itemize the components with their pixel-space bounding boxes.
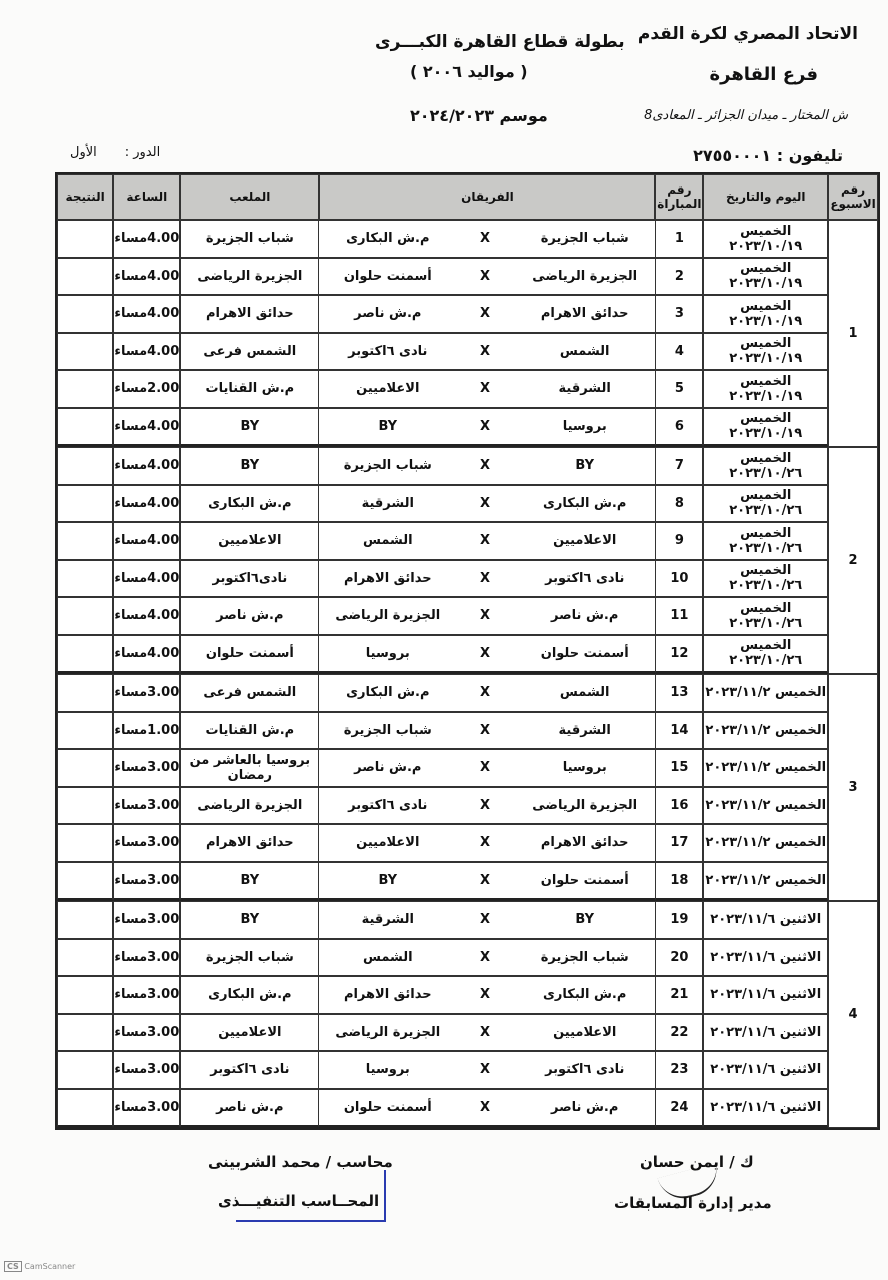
match-number: 22 bbox=[655, 1014, 703, 1052]
home-team: حدائق الاهرام bbox=[514, 824, 655, 862]
match-date: الخميس ٢٠٢٣/١٠/١٩ bbox=[703, 333, 828, 371]
away-team: بروسيا bbox=[319, 1051, 456, 1089]
versus-mark: X bbox=[456, 1051, 514, 1089]
table-row bbox=[57, 1089, 878, 1129]
home-team: الشرقية bbox=[514, 712, 655, 750]
table-row bbox=[57, 597, 878, 635]
venue: نادى٦اكتوبر bbox=[180, 560, 319, 598]
table-row bbox=[57, 1051, 878, 1089]
home-team: م.ش ناصر bbox=[514, 1089, 655, 1129]
venue: بروسيا بالعاشر من رمضان bbox=[180, 749, 319, 787]
fixtures-table bbox=[55, 172, 880, 1130]
round-info bbox=[70, 145, 160, 160]
result-cell bbox=[57, 635, 113, 675]
result-cell bbox=[57, 295, 113, 333]
kickoff-time: 3.00مساء bbox=[113, 824, 180, 862]
away-team: الشمس bbox=[319, 939, 456, 977]
match-date: الخميس ٢٠٢٣/١١/٢ bbox=[703, 674, 828, 712]
match-number: 11 bbox=[655, 597, 703, 635]
branch-name: فرع القاهرة bbox=[709, 64, 818, 85]
match-date: الاثنين ٢٠٢٣/١١/٦ bbox=[703, 976, 828, 1014]
home-team: م.ش ناصر bbox=[514, 597, 655, 635]
versus-mark: X bbox=[456, 522, 514, 560]
versus-mark: X bbox=[456, 333, 514, 371]
kickoff-time: 3.00مساء bbox=[113, 939, 180, 977]
col-week: رقم الاسبوع bbox=[828, 174, 878, 220]
versus-mark: X bbox=[456, 258, 514, 296]
away-team: أسمنت حلوان bbox=[319, 258, 456, 296]
match-number: 10 bbox=[655, 560, 703, 598]
venue: م.ش القنايات bbox=[180, 370, 319, 408]
versus-mark: X bbox=[456, 220, 514, 258]
result-cell bbox=[57, 749, 113, 787]
table-row bbox=[57, 939, 878, 977]
result-cell bbox=[57, 862, 113, 902]
kickoff-time: 4.00مساء bbox=[113, 258, 180, 296]
away-team: م.ش البكارى bbox=[319, 220, 456, 258]
table-row bbox=[57, 635, 878, 675]
round-label: الدور : bbox=[124, 145, 161, 160]
col-teams: الفريقان bbox=[319, 174, 655, 220]
match-number: 18 bbox=[655, 862, 703, 902]
kickoff-time: 4.00مساء bbox=[113, 295, 180, 333]
home-team: الاعلاميين bbox=[514, 522, 655, 560]
match-date: الخميس ٢٠٢٣/١١/٢ bbox=[703, 712, 828, 750]
match-number: 14 bbox=[655, 712, 703, 750]
signature-left-title: المحــاسب التنفيـــذى bbox=[218, 1192, 380, 1210]
match-number: 23 bbox=[655, 1051, 703, 1089]
versus-mark: X bbox=[456, 862, 514, 902]
versus-mark: X bbox=[456, 635, 514, 675]
home-team: الشمس bbox=[514, 674, 655, 712]
away-team: حدائق الاهرام bbox=[319, 560, 456, 598]
home-team: بروسيا bbox=[514, 749, 655, 787]
kickoff-time: 3.00مساء bbox=[113, 1089, 180, 1129]
table-row bbox=[57, 787, 878, 825]
col-result: النتيجة bbox=[57, 174, 113, 220]
round-value: الأول bbox=[70, 145, 97, 160]
match-date: الخميس ٢٠٢٣/١٠/٢٦ bbox=[703, 560, 828, 598]
venue: الشمس فرعى bbox=[180, 674, 319, 712]
versus-mark: X bbox=[456, 560, 514, 598]
venue: شباب الجزيرة bbox=[180, 220, 319, 258]
result-cell bbox=[57, 333, 113, 371]
table-row bbox=[57, 976, 878, 1014]
home-team: نادى ٦اكتوبر bbox=[514, 1051, 655, 1089]
away-team: BY bbox=[319, 862, 456, 902]
venue: أسمنت حلوان bbox=[180, 635, 319, 675]
match-number: 1 bbox=[655, 220, 703, 258]
table-row bbox=[57, 674, 878, 712]
versus-mark: X bbox=[456, 787, 514, 825]
versus-mark: X bbox=[456, 485, 514, 523]
week-number: 2 bbox=[828, 447, 878, 674]
match-date: الخميس ٢٠٢٣/١١/٢ bbox=[703, 749, 828, 787]
week-number: 3 bbox=[828, 674, 878, 901]
table-row bbox=[57, 1014, 878, 1052]
home-team: BY bbox=[514, 447, 655, 485]
kickoff-time: 4.00مساء bbox=[113, 560, 180, 598]
venue: BY bbox=[180, 408, 319, 448]
kickoff-time: 3.00مساء bbox=[113, 1014, 180, 1052]
away-team: شباب الجزيرة bbox=[319, 447, 456, 485]
kickoff-time: 3.00مساء bbox=[113, 749, 180, 787]
table-row bbox=[57, 522, 878, 560]
match-number: 5 bbox=[655, 370, 703, 408]
match-number: 13 bbox=[655, 674, 703, 712]
venue: BY bbox=[180, 862, 319, 902]
signature-right-title: مدير إدارة المسابقات bbox=[614, 1194, 772, 1212]
table-row bbox=[57, 712, 878, 750]
kickoff-time: 4.00مساء bbox=[113, 485, 180, 523]
match-date: الخميس ٢٠٢٣/١١/٢ bbox=[703, 862, 828, 902]
match-date: الاثنين ٢٠٢٣/١١/٦ bbox=[703, 1089, 828, 1129]
table-row bbox=[57, 258, 878, 296]
match-date: الخميس ٢٠٢٣/١٠/١٩ bbox=[703, 408, 828, 448]
match-date: الخميس ٢٠٢٣/١٠/٢٦ bbox=[703, 447, 828, 485]
phone: تليفون : ٢٧٥٥٠٠٠١ bbox=[693, 146, 843, 165]
result-cell bbox=[57, 824, 113, 862]
match-date: الخميس ٢٠٢٣/١٠/١٩ bbox=[703, 258, 828, 296]
away-team: شباب الجزيرة bbox=[319, 712, 456, 750]
venue: الجزيرة الرياضى bbox=[180, 258, 319, 296]
versus-mark: X bbox=[456, 295, 514, 333]
match-number: 15 bbox=[655, 749, 703, 787]
match-number: 19 bbox=[655, 901, 703, 939]
match-date: الخميس ٢٠٢٣/١٠/١٩ bbox=[703, 220, 828, 258]
col-match: رقم المباراة bbox=[655, 174, 703, 220]
match-number: 16 bbox=[655, 787, 703, 825]
away-team: الشمس bbox=[319, 522, 456, 560]
away-team: الجزيرة الرياضى bbox=[319, 1014, 456, 1052]
table-header-row bbox=[57, 174, 878, 220]
match-number: 24 bbox=[655, 1089, 703, 1129]
match-date: الخميس ٢٠٢٣/١٠/١٩ bbox=[703, 295, 828, 333]
table-row bbox=[57, 901, 878, 939]
match-date: الخميس ٢٠٢٣/١٠/٢٦ bbox=[703, 522, 828, 560]
venue: شباب الجزيرة bbox=[180, 939, 319, 977]
result-cell bbox=[57, 1089, 113, 1129]
away-team: BY bbox=[319, 408, 456, 448]
match-date: الخميس ٢٠٢٣/١١/٢ bbox=[703, 787, 828, 825]
versus-mark: X bbox=[456, 408, 514, 448]
away-team: الجزيرة الرياضى bbox=[319, 597, 456, 635]
home-team: BY bbox=[514, 901, 655, 939]
versus-mark: X bbox=[456, 1089, 514, 1129]
venue: الاعلاميين bbox=[180, 1014, 319, 1052]
kickoff-time: 3.00مساء bbox=[113, 901, 180, 939]
table-row bbox=[57, 824, 878, 862]
result-cell bbox=[57, 408, 113, 448]
result-cell bbox=[57, 597, 113, 635]
match-number: 12 bbox=[655, 635, 703, 675]
versus-mark: X bbox=[456, 976, 514, 1014]
kickoff-time: 1.00مساء bbox=[113, 712, 180, 750]
home-team: شباب الجزيرة bbox=[514, 220, 655, 258]
away-team: نادى ٦اكتوبر bbox=[319, 787, 456, 825]
versus-mark: X bbox=[456, 674, 514, 712]
venue: م.ش ناصر bbox=[180, 597, 319, 635]
result-cell bbox=[57, 901, 113, 939]
home-team: بروسيا bbox=[514, 408, 655, 448]
table-row bbox=[57, 295, 878, 333]
home-team: الاعلاميين bbox=[514, 1014, 655, 1052]
match-number: 20 bbox=[655, 939, 703, 977]
kickoff-time: 3.00مساء bbox=[113, 787, 180, 825]
match-number: 8 bbox=[655, 485, 703, 523]
match-number: 17 bbox=[655, 824, 703, 862]
home-team: الجزيرة الرياضى bbox=[514, 258, 655, 296]
home-team: الشمس bbox=[514, 333, 655, 371]
home-team: أسمنت حلوان bbox=[514, 862, 655, 902]
venue: BY bbox=[180, 901, 319, 939]
match-number: 6 bbox=[655, 408, 703, 448]
kickoff-time: 3.00مساء bbox=[113, 1051, 180, 1089]
result-cell bbox=[57, 1014, 113, 1052]
scanner-watermark: CS CamScanner bbox=[4, 1262, 75, 1271]
table-row bbox=[57, 220, 878, 258]
week-number: 4 bbox=[828, 901, 878, 1128]
match-date: الخميس ٢٠٢٣/١٠/٢٦ bbox=[703, 485, 828, 523]
match-date: الاثنين ٢٠٢٣/١١/٦ bbox=[703, 1014, 828, 1052]
match-date: الخميس ٢٠٢٣/١٠/١٩ bbox=[703, 370, 828, 408]
versus-mark: X bbox=[456, 901, 514, 939]
table-row bbox=[57, 333, 878, 371]
venue: الشمس فرعى bbox=[180, 333, 319, 371]
versus-mark: X bbox=[456, 447, 514, 485]
venue: نادى ٦اكتوبر bbox=[180, 1051, 319, 1089]
home-team: شباب الجزيرة bbox=[514, 939, 655, 977]
home-team: م.ش البكارى bbox=[514, 976, 655, 1014]
away-team: الاعلاميين bbox=[319, 824, 456, 862]
table-row bbox=[57, 447, 878, 485]
match-date: الاثنين ٢٠٢٣/١١/٦ bbox=[703, 1051, 828, 1089]
away-team: أسمنت حلوان bbox=[319, 1089, 456, 1129]
versus-mark: X bbox=[456, 824, 514, 862]
venue: م.ش البكارى bbox=[180, 485, 319, 523]
result-cell bbox=[57, 976, 113, 1014]
away-team: م.ش البكارى bbox=[319, 674, 456, 712]
col-date: اليوم والتاريخ bbox=[703, 174, 828, 220]
away-team: الشرقية bbox=[319, 901, 456, 939]
result-cell bbox=[57, 370, 113, 408]
match-date: الخميس ٢٠٢٣/١١/٢ bbox=[703, 824, 828, 862]
home-team: حدائق الاهرام bbox=[514, 295, 655, 333]
versus-mark: X bbox=[456, 939, 514, 977]
home-team: نادى ٦اكتوبر bbox=[514, 560, 655, 598]
signature-left-name: محاسب / محمد الشربينى bbox=[208, 1153, 393, 1171]
venue: BY bbox=[180, 447, 319, 485]
document-title: بطولة قطاع القاهرة الكبـــرى bbox=[375, 32, 625, 52]
cs-logo-icon: CS bbox=[4, 1261, 22, 1272]
match-date: الخميس ٢٠٢٣/١٠/٢٦ bbox=[703, 635, 828, 675]
away-team: الشرقية bbox=[319, 485, 456, 523]
signature-right-name: ك / ايمن حسان bbox=[640, 1153, 754, 1171]
table-row bbox=[57, 862, 878, 902]
result-cell bbox=[57, 712, 113, 750]
result-cell bbox=[57, 220, 113, 258]
kickoff-time: 4.00مساء bbox=[113, 522, 180, 560]
result-cell bbox=[57, 485, 113, 523]
kickoff-time: 4.00مساء bbox=[113, 408, 180, 448]
table-row bbox=[57, 408, 878, 448]
match-number: 21 bbox=[655, 976, 703, 1014]
home-team: الجزيرة الرياضى bbox=[514, 787, 655, 825]
match-number: 9 bbox=[655, 522, 703, 560]
home-team: أسمنت حلوان bbox=[514, 635, 655, 675]
kickoff-time: 4.00مساء bbox=[113, 635, 180, 675]
match-date: الخميس ٢٠٢٣/١٠/٢٦ bbox=[703, 597, 828, 635]
result-cell bbox=[57, 560, 113, 598]
result-cell bbox=[57, 939, 113, 977]
kickoff-time: 4.00مساء bbox=[113, 333, 180, 371]
col-time: الساعة bbox=[113, 174, 180, 220]
result-cell bbox=[57, 787, 113, 825]
match-number: 3 bbox=[655, 295, 703, 333]
address: 8ش المختار ـ ميدان الجزائر ـ المعادى bbox=[644, 108, 848, 123]
season: موسم ٢٠٢٤/٢٠٢٣ bbox=[410, 106, 548, 125]
venue: م.ش البكارى bbox=[180, 976, 319, 1014]
result-cell bbox=[57, 674, 113, 712]
home-team: م.ش البكارى bbox=[514, 485, 655, 523]
table-row bbox=[57, 485, 878, 523]
col-venue: الملعب bbox=[180, 174, 319, 220]
result-cell bbox=[57, 1051, 113, 1089]
match-number: 2 bbox=[655, 258, 703, 296]
result-cell bbox=[57, 522, 113, 560]
away-team: بروسيا bbox=[319, 635, 456, 675]
kickoff-time: 4.00مساء bbox=[113, 447, 180, 485]
venue: م.ش القنايات bbox=[180, 712, 319, 750]
venue: م.ش ناصر bbox=[180, 1089, 319, 1129]
table-row bbox=[57, 370, 878, 408]
kickoff-time: 3.00مساء bbox=[113, 862, 180, 902]
kickoff-time: 3.00مساء bbox=[113, 674, 180, 712]
versus-mark: X bbox=[456, 1014, 514, 1052]
venue: الاعلاميين bbox=[180, 522, 319, 560]
result-cell bbox=[57, 447, 113, 485]
result-cell bbox=[57, 258, 113, 296]
venue: الجزيرة الرياضى bbox=[180, 787, 319, 825]
organization-name: الاتحاد المصري لكرة القدم bbox=[637, 24, 858, 44]
home-team: الشرقية bbox=[514, 370, 655, 408]
versus-mark: X bbox=[456, 597, 514, 635]
table-row bbox=[57, 560, 878, 598]
week-number: 1 bbox=[828, 220, 878, 447]
versus-mark: X bbox=[456, 749, 514, 787]
kickoff-time: 3.00مساء bbox=[113, 976, 180, 1014]
match-number: 4 bbox=[655, 333, 703, 371]
kickoff-time: 2.00مساء bbox=[113, 370, 180, 408]
away-team: م.ش ناصر bbox=[319, 295, 456, 333]
kickoff-time: 4.00مساء bbox=[113, 220, 180, 258]
venue: حدائق الاهرام bbox=[180, 824, 319, 862]
match-date: الاثنين ٢٠٢٣/١١/٦ bbox=[703, 901, 828, 939]
away-team: الاعلاميين bbox=[319, 370, 456, 408]
table-row bbox=[57, 749, 878, 787]
document-subtitle: ( مواليد ٢٠٠٦ ) bbox=[410, 62, 528, 81]
match-number: 7 bbox=[655, 447, 703, 485]
away-team: حدائق الاهرام bbox=[319, 976, 456, 1014]
venue: حدائق الاهرام bbox=[180, 295, 319, 333]
away-team: م.ش ناصر bbox=[319, 749, 456, 787]
versus-mark: X bbox=[456, 712, 514, 750]
away-team: نادى ٦اكتوبر bbox=[319, 333, 456, 371]
match-date: الاثنين ٢٠٢٣/١١/٦ bbox=[703, 939, 828, 977]
kickoff-time: 4.00مساء bbox=[113, 597, 180, 635]
versus-mark: X bbox=[456, 370, 514, 408]
